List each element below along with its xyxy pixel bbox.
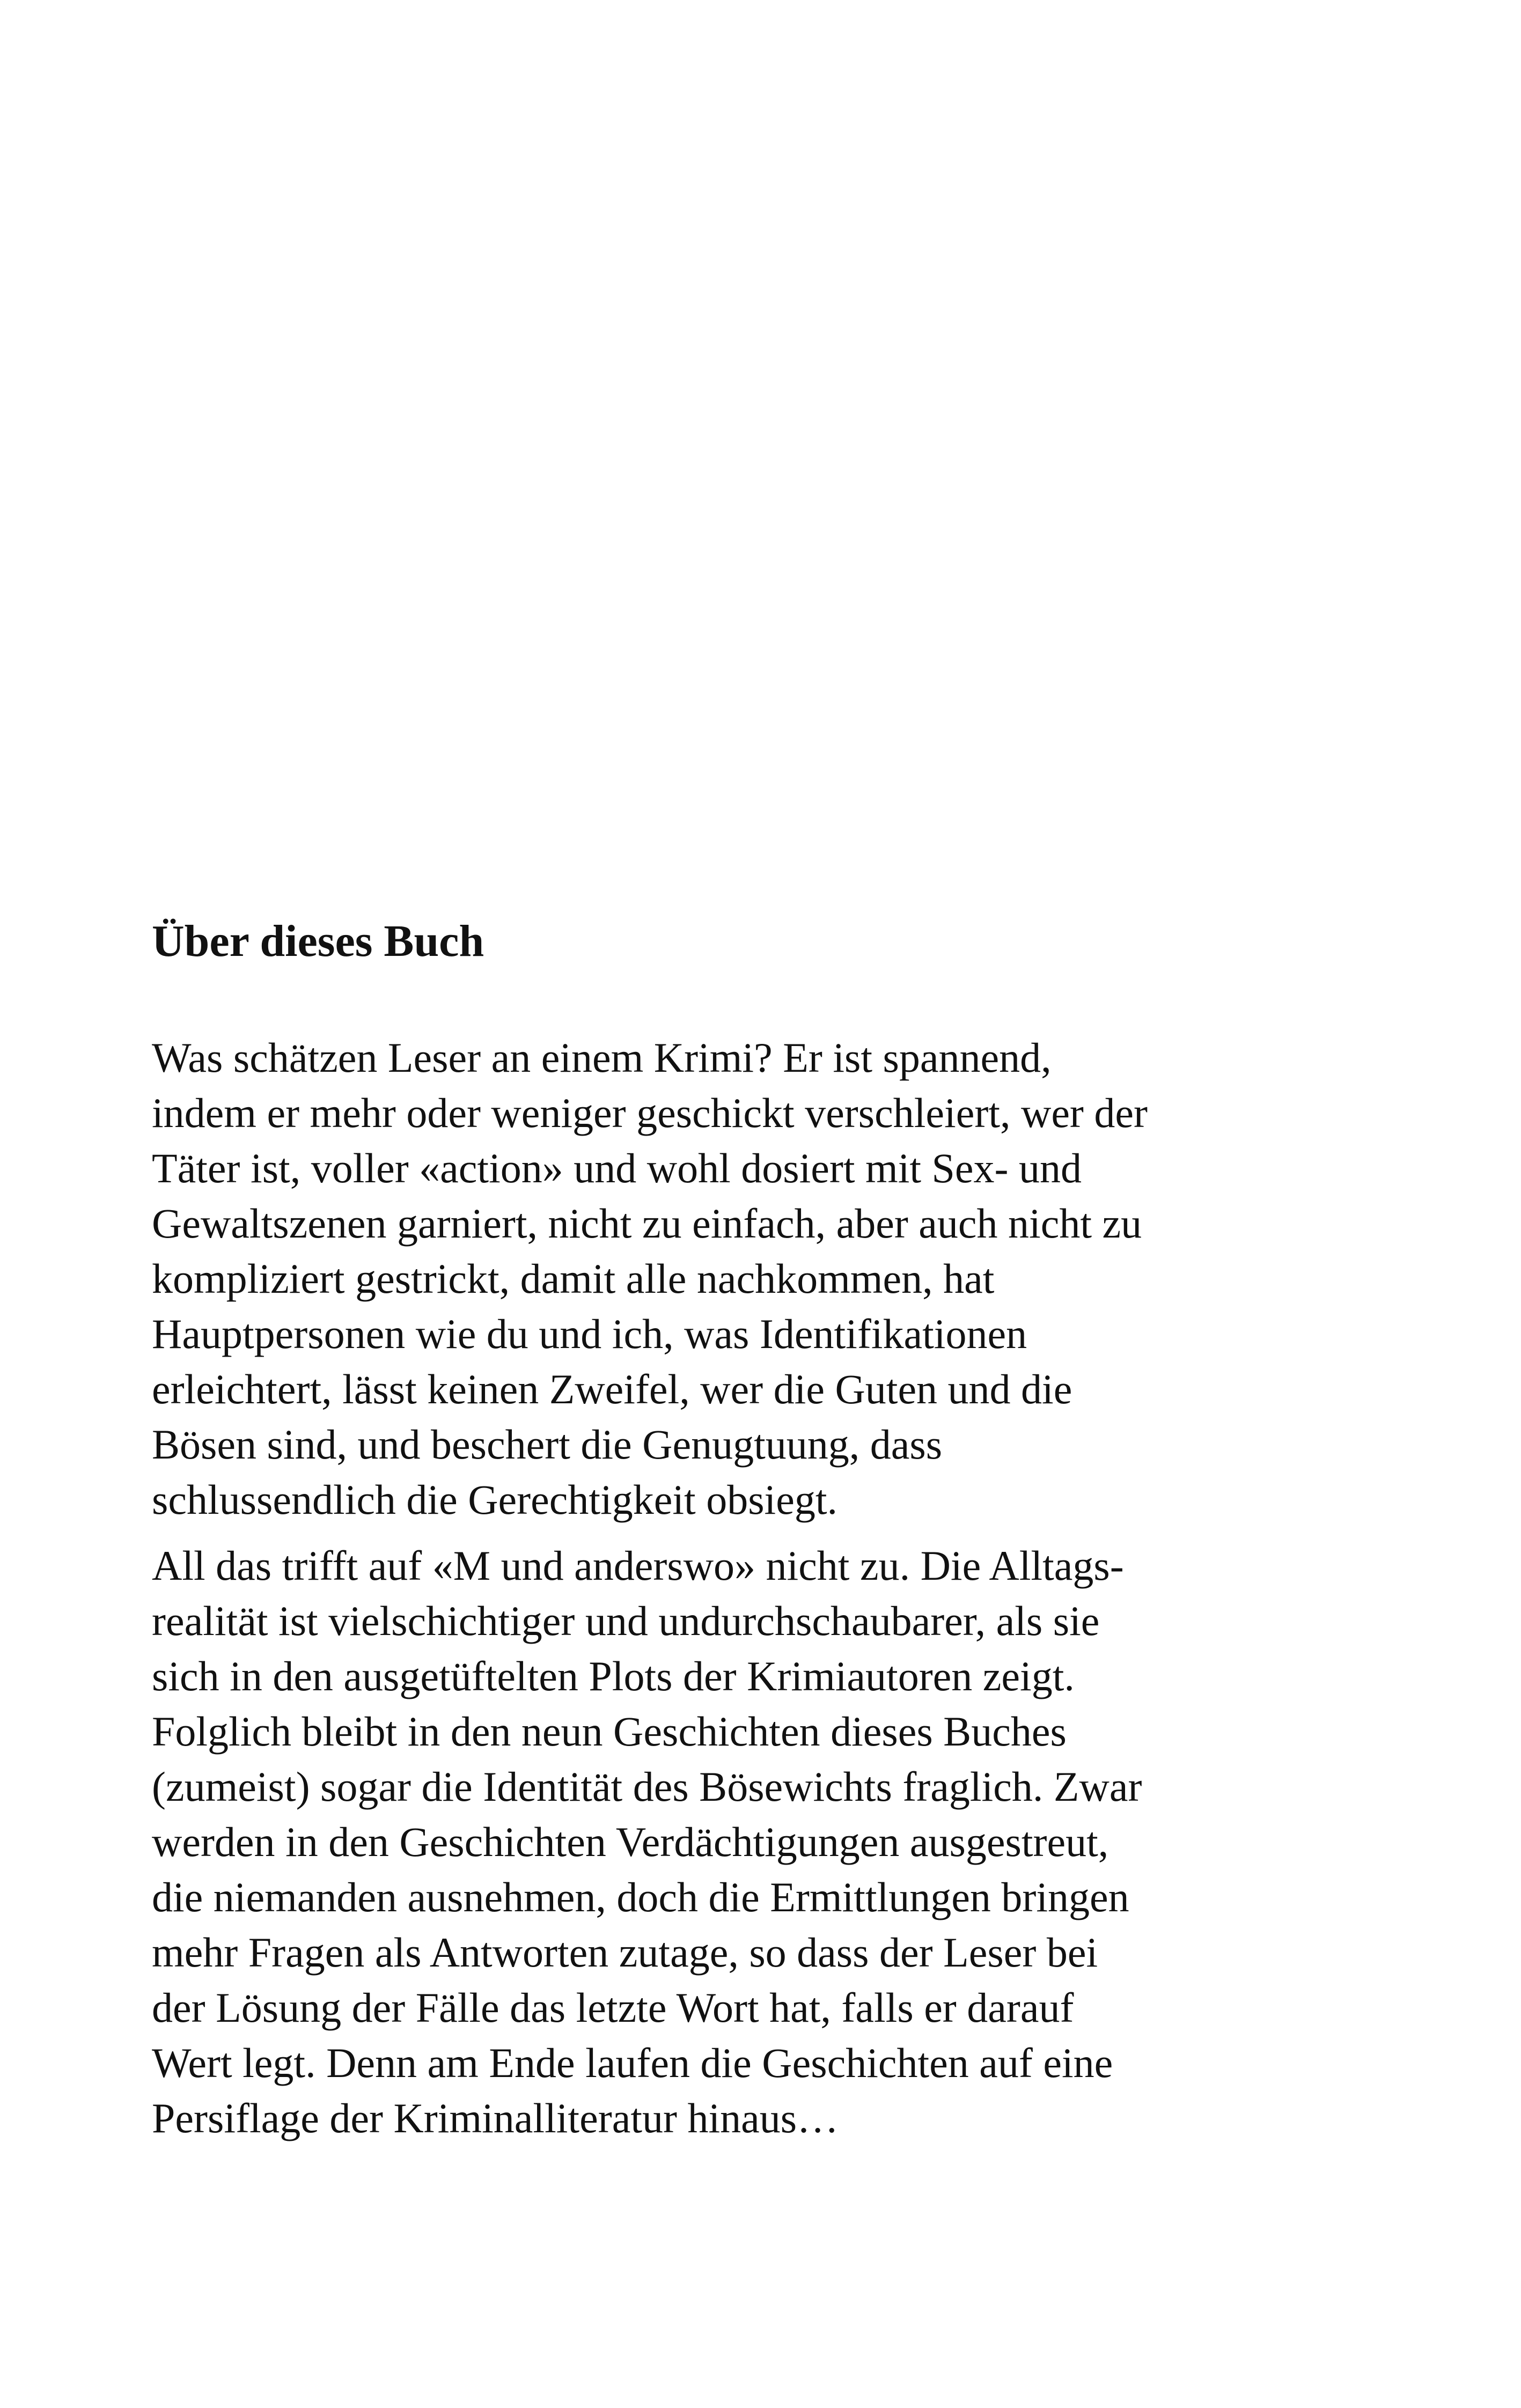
text-line: Bösen sind, und beschert die Genugtuung, dass [152, 1421, 943, 1468]
text-line: Hauptpersonen wie du und ich, was Identifikationen [152, 1310, 1027, 1357]
text-line: mehr Fragen als Antworten zutage, so dass der Leser bei [152, 1929, 1098, 1976]
text-line: indem er mehr oder weniger geschickt verschleiert, wer der [152, 1089, 1148, 1136]
text-line: realität ist vielschichtiger und undurchschaubarer, als sie [152, 1597, 1100, 1644]
text-line: der Lösung der Fälle das letzte Wort hat, falls er darauf [152, 1984, 1074, 2031]
paragraph-2 [152, 1538, 1289, 2146]
text-line: sich in den ausgetüftelten Plots der Krimiautoren zeigt. [152, 1653, 1075, 1699]
text-line: kompliziert gestrickt, damit alle nachkommen, hat [152, 1255, 995, 1302]
paragraph-1 [152, 1030, 1289, 1527]
text-line: Gewaltszenen garniert, nicht zu einfach, aber auch nicht zu [152, 1200, 1142, 1247]
text-line: Wert legt. Denn am Ende laufen die Geschichten auf eine [152, 2039, 1113, 2086]
text-line: Folglich bleibt in den neun Geschichten dieses Buches [152, 1708, 1067, 1755]
section-heading: Über dieses Buch [152, 916, 484, 966]
text-line: Täter ist, voller «action» und wohl dosiert mit Sex- und [152, 1145, 1082, 1191]
text-line: All das trifft auf «M und anderswo» nicht zu. Die Alltags- [152, 1542, 1124, 1589]
text-line: werden in den Geschichten Verdächtigungen ausgestreut, [152, 1818, 1109, 1865]
text-line: schlussendlich die Gerechtigkeit obsiegt. [152, 1476, 838, 1523]
text-line: Persiflage der Kriminalliteratur hinaus… [152, 2095, 839, 2141]
text-line: erleichtert, lässt keinen Zweifel, wer die Guten und die [152, 1366, 1072, 1412]
text-line: (zumeist) sogar die Identität des Bösewichts fraglich. Zwar [152, 1763, 1142, 1810]
text-line: Was schätzen Leser an einem Krimi? Er ist spannend, [152, 1034, 1052, 1081]
text-line: die niemanden ausnehmen, doch die Ermittlungen bringen [152, 1874, 1129, 1920]
page-content [152, 912, 1289, 2146]
